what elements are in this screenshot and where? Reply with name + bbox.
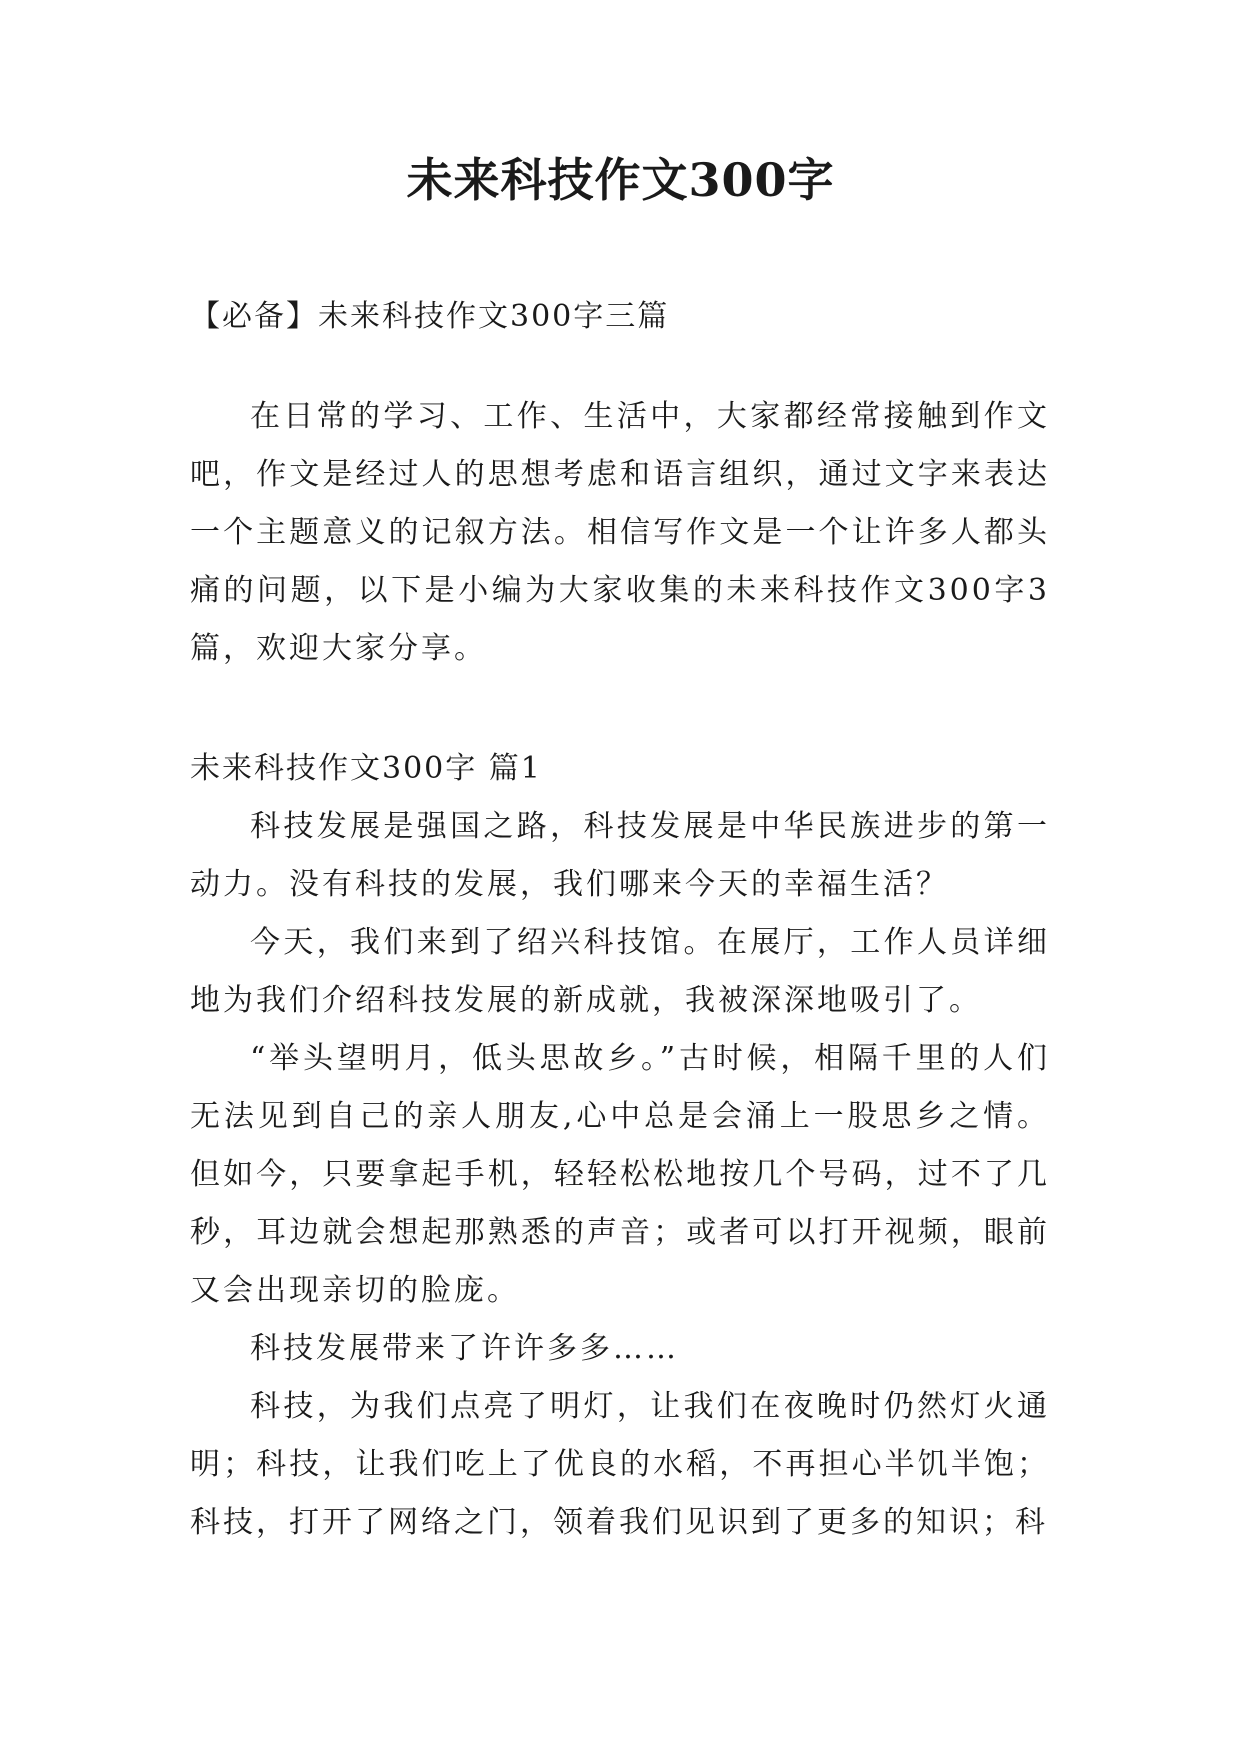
document-subtitle: 【必备】未来科技作文300字三篇	[190, 299, 670, 334]
body-paragraph: 科技发展带来了许许多多……	[250, 1331, 679, 1366]
body-paragraph: “举头望明月，低头思故乡。”古时候，相隔千里的人们无法见到自己的亲人朋友,心中总是会涌上一股思乡之情。但如今，只要拿起手机，轻轻松松地按几个号码，过不了几秒，耳边就会想起那熟悉的声音；或者可以打开视频，眼前又会出现亲切的脸庞。	[190, 1041, 1050, 1308]
body-paragraph: 科技发展是强国之路，科技发展是中华民族进步的第一动力。没有科技的发展，我们哪来今天的幸福生活？	[190, 809, 1050, 902]
section-heading: 未来科技作文300字 篇1	[190, 751, 542, 786]
document-body	[190, 288, 1050, 1552]
body-paragraph: 今天，我们来到了绍兴科技馆。在展厅，工作人员详细地为我们介绍科技发展的新成就，我被深深地吸引了。	[190, 925, 1050, 1018]
intro-paragraph: 在日常的学习、工作、生活中，大家都经常接触到作文吧，作文是经过人的思想考虑和语言组织，通过文字来表达一个主题意义的记叙方法。相信写作文是一个让许多人都头痛的问题，以下是小编为大家收集的未来科技作文300字3篇，欢迎大家分享。	[190, 399, 1050, 666]
body-paragraph: 科技，为我们点亮了明灯，让我们在夜晚时仍然灯火通明；科技，让我们吃上了优良的水稻，不再担心半饥半饱；科技，打开了网络之门，领着我们见识到了更多的知识；科	[190, 1389, 1050, 1540]
document-title: 未来科技作文300字	[406, 153, 835, 207]
